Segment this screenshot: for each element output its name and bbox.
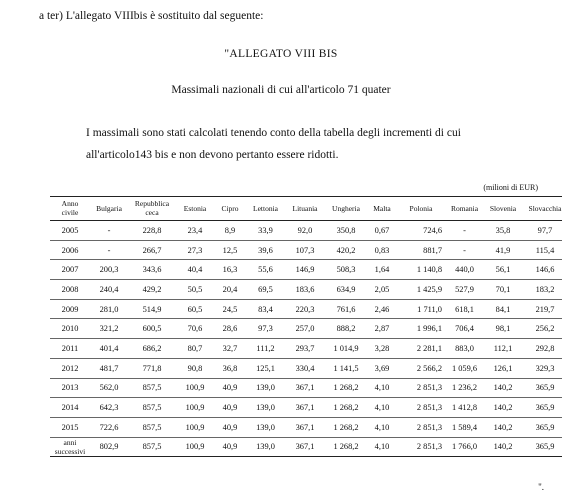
table-row: [50, 398, 562, 418]
cell-cz: 429,2: [142, 284, 162, 294]
cell-sk: 183,2: [535, 284, 555, 294]
header-year: [50, 197, 90, 221]
cell-mt: 0,83: [374, 245, 390, 255]
cell-sk: 365,9: [535, 442, 555, 452]
cell-year: 2010: [61, 324, 79, 334]
cell-hu: 508,3: [336, 265, 356, 275]
paragraph-line-1: I massimali sono stati calcolati tenendo conto della tabella degli incrementi di cui: [86, 127, 461, 139]
cell-mt: 4,10: [374, 442, 390, 452]
cell-lt: 107,3: [295, 245, 315, 255]
cell-lv: 139,0: [256, 403, 275, 413]
cell-hu: 634,9: [336, 284, 356, 294]
cell-lv: 139,0: [256, 422, 275, 432]
cell-ee: 90,8: [187, 363, 203, 373]
table-row: [50, 378, 562, 398]
cell-ro: 1 059,6: [451, 363, 478, 373]
cell-lv: 55,6: [258, 265, 273, 275]
table-row: [50, 280, 562, 300]
cell-year: 2011: [61, 343, 79, 353]
cell-cz: 514,9: [142, 304, 162, 314]
cell-si: 140,2: [493, 422, 513, 432]
cell-cy: 20,4: [222, 284, 238, 294]
closing-mark: ".: [538, 482, 544, 492]
cell-year: 2012: [61, 363, 79, 373]
cell-cy: 8,9: [224, 225, 236, 235]
cell-cz: 857,5: [142, 442, 162, 452]
annex-subtitle: Massimali nazionali di cui all'articolo 71 quater: [171, 84, 391, 96]
cell-lt: 330,4: [295, 363, 315, 373]
table-row: [50, 240, 562, 260]
cell-si: 70,1: [495, 284, 511, 294]
cell-year-year-line2: successivi: [54, 446, 86, 456]
cell-ro: 1 589,4: [451, 422, 478, 432]
cell-ee: 60,5: [187, 304, 203, 314]
cell-lv: 97,3: [258, 324, 273, 334]
cell-bg: 722,6: [99, 422, 119, 432]
cell-sk: 292,8: [535, 343, 555, 353]
cell-year: 2006: [61, 245, 79, 255]
cell-sk: 365,9: [535, 383, 555, 393]
cell-year: 2009: [61, 304, 79, 314]
cell-bg: 642,3: [99, 403, 119, 413]
cell-cy: 40,9: [222, 442, 238, 452]
cell-ro: 1 766,0: [451, 442, 478, 452]
cell-sk: 365,9: [535, 403, 555, 413]
cell-hu: 1 141,5: [333, 363, 359, 373]
cell-pl: 2 281,1: [416, 343, 442, 353]
cell-pl: 2 851,3: [416, 422, 442, 432]
table-row: [50, 417, 562, 437]
header-malta: Malta: [373, 203, 391, 213]
cell-hu: 350,8: [336, 225, 356, 235]
cell-sk: 365,9: [535, 422, 555, 432]
cell-pl: 2 566,2: [416, 363, 442, 373]
table-header-row: [50, 197, 562, 221]
cell-lv: 33,9: [258, 225, 273, 235]
cell-si: 112,1: [493, 343, 513, 353]
table-body: [50, 221, 562, 457]
cell-year: [50, 437, 90, 457]
cell-si: 140,2: [493, 383, 513, 393]
cell-ee: 100,9: [185, 422, 205, 432]
table-row: [50, 319, 562, 339]
national-ceilings-table: [50, 196, 562, 457]
cell-mt: 0,67: [374, 225, 390, 235]
cell-bg: 321,2: [99, 324, 119, 334]
header-hungary: Ungheria: [332, 203, 360, 213]
cell-hu: 1 268,2: [333, 403, 359, 413]
header-estonia: Estonia: [183, 203, 207, 213]
ceilings-table-container: [50, 196, 562, 457]
cell-cy: 40,9: [222, 383, 238, 393]
cell-si: 84,1: [495, 304, 511, 314]
cell-year: 2014: [61, 403, 79, 413]
cell-lt: 146,9: [295, 265, 315, 275]
cell-pl: 2 851,3: [416, 442, 442, 452]
cell-ee: 23,4: [187, 225, 203, 235]
cell-lt: 367,1: [295, 383, 315, 393]
cell-cy: 40,9: [222, 403, 238, 413]
cell-sk: 329,3: [535, 363, 555, 373]
cell-year-year-line1: anni: [63, 437, 77, 447]
header-czech-line-1: Repubblica: [134, 199, 170, 208]
header-slovenia: Slovenia: [489, 203, 517, 213]
cell-ro: 883,0: [455, 343, 474, 353]
cell-pl: 1 996,1: [416, 324, 442, 334]
header-lithuania: Lituania: [292, 203, 318, 213]
cell-lt: 220,3: [295, 304, 315, 314]
table-row: [50, 339, 562, 359]
header-year-line-2: civile: [61, 208, 79, 217]
cell-bg: 240,4: [99, 284, 119, 294]
cell-pl: 1 140,8: [416, 265, 442, 275]
cell-ee: 70,6: [187, 324, 203, 334]
cell-si: 140,2: [493, 442, 513, 452]
header-poland: Polonia: [409, 203, 433, 213]
cell-mt: 3,28: [374, 343, 390, 353]
header-czech-republic: [128, 197, 176, 221]
annex-title: "ALLEGATO VIII BIS: [224, 48, 338, 60]
cell-pl: 1 425,9: [416, 284, 442, 294]
cell-hu: 1 268,2: [333, 442, 359, 452]
paragraph-line-2: all'articolo143 bis e non devono pertanto essere ridotti.: [86, 149, 339, 161]
cell-year: 2008: [61, 284, 79, 294]
cell-lv: 139,0: [256, 442, 275, 452]
cell-ro: 618,1: [455, 304, 474, 314]
cell-mt: 2,46: [374, 304, 390, 314]
cell-mt: 3,69: [374, 363, 390, 373]
cell-si: 98,1: [495, 324, 511, 334]
cell-pl: 2 851,3: [416, 403, 442, 413]
cell-cy: 24,5: [222, 304, 238, 314]
cell-mt: 4,10: [374, 422, 390, 432]
cell-lt: 293,7: [295, 343, 315, 353]
header-czech-line-2: ceca: [145, 208, 159, 217]
cell-ee: 50,5: [187, 284, 203, 294]
cell-lt: 367,1: [295, 403, 315, 413]
cell-lt: 92,0: [297, 225, 313, 235]
cell-lt: 367,1: [295, 442, 315, 452]
cell-sk: 219,7: [535, 304, 555, 314]
cell-ee: 100,9: [185, 383, 205, 393]
cell-ro: -: [463, 245, 466, 255]
unit-note: (milioni di EUR): [483, 183, 538, 192]
cell-lv: 111,2: [256, 343, 275, 353]
cell-year: 2013: [61, 383, 79, 393]
cell-ro: -: [463, 225, 466, 235]
cell-si: 126,1: [493, 363, 513, 373]
cell-bg: -: [107, 245, 111, 255]
cell-ro: 706,4: [455, 324, 474, 334]
cell-sk: 256,2: [535, 324, 555, 334]
cell-cy: 36,8: [222, 363, 238, 373]
cell-cy: 28,6: [222, 324, 238, 334]
cell-cy: 12,5: [222, 245, 238, 255]
header-year-line-1: Anno: [61, 199, 79, 208]
cell-ee: 40,4: [187, 265, 203, 275]
cell-hu: 420,2: [336, 245, 356, 255]
cell-hu: 1 268,2: [333, 422, 359, 432]
header-cyprus: Cipro: [221, 203, 239, 213]
cell-year: 2005: [61, 225, 79, 235]
cell-sk: 146,6: [535, 265, 555, 275]
cell-year: 2015: [61, 422, 79, 432]
cell-pl: 724,6: [423, 225, 442, 235]
table-row: [50, 358, 562, 378]
cell-ee: 27,3: [187, 245, 203, 255]
intro-line: a ter) L'allegato VIIIbis è sostituito dal seguente:: [39, 10, 264, 22]
cell-ro: 440,0: [455, 265, 474, 275]
cell-bg: 562,0: [99, 383, 119, 393]
cell-bg: 802,9: [99, 442, 119, 452]
explanatory-paragraph: [86, 122, 526, 166]
cell-bg: -: [107, 225, 111, 235]
cell-cz: 228,8: [142, 225, 162, 235]
table-row: [50, 221, 562, 241]
cell-sk: 97,7: [537, 225, 553, 235]
cell-hu: 1 014,9: [333, 343, 359, 353]
cell-cz: 686,2: [142, 343, 162, 353]
cell-sk: 115,4: [535, 245, 555, 255]
header-bulgaria: Bulgaria: [96, 203, 122, 213]
cell-hu: 1 268,2: [333, 383, 359, 393]
cell-bg: 200,3: [99, 265, 119, 275]
cell-mt: 2,05: [374, 284, 390, 294]
table-row: [50, 299, 562, 319]
cell-ro: 527,9: [455, 284, 474, 294]
cell-si: 140,2: [493, 403, 513, 413]
cell-cz: 857,5: [142, 383, 162, 393]
cell-si: 35,8: [495, 225, 511, 235]
cell-mt: 2,87: [374, 324, 390, 334]
cell-lt: 367,1: [295, 422, 315, 432]
cell-lv: 39,6: [258, 245, 273, 255]
header-romania: Romania: [450, 203, 479, 213]
cell-bg: 401,4: [99, 343, 119, 353]
cell-bg: 281,0: [99, 304, 119, 314]
table-row: [50, 260, 562, 280]
cell-cz: 857,5: [142, 422, 162, 432]
cell-lt: 183,6: [295, 284, 315, 294]
cell-pl: 881,7: [423, 245, 442, 255]
cell-ee: 80,7: [187, 343, 203, 353]
cell-cz: 771,8: [142, 363, 162, 373]
cell-mt: 4,10: [374, 383, 390, 393]
cell-ro: 1 236,2: [451, 383, 478, 393]
cell-bg: 481,7: [99, 363, 119, 373]
cell-hu: 761,6: [336, 304, 356, 314]
cell-ro: 1 412,8: [451, 403, 478, 413]
cell-cz: 857,5: [142, 403, 162, 413]
cell-si: 41,9: [495, 245, 511, 255]
header-latvia: Lettonia: [253, 203, 278, 213]
table-row: [50, 437, 562, 457]
cell-lv: 83,4: [258, 304, 273, 314]
cell-pl: 2 851,3: [416, 383, 442, 393]
cell-lt: 257,0: [295, 324, 315, 334]
cell-cy: 32,7: [222, 343, 238, 353]
cell-lv: 125,1: [256, 363, 275, 373]
cell-cy: 16,3: [222, 265, 238, 275]
cell-ee: 100,9: [185, 442, 205, 452]
cell-cy: 40,9: [222, 422, 238, 432]
cell-year: 2007: [61, 265, 79, 275]
cell-hu: 888,2: [336, 324, 356, 334]
cell-lv: 139,0: [256, 383, 275, 393]
cell-cz: 343,6: [142, 265, 162, 275]
cell-pl: 1 711,0: [417, 304, 442, 314]
cell-cz: 266,7: [142, 245, 162, 255]
cell-cz: 600,5: [142, 324, 162, 334]
cell-mt: 4,10: [374, 403, 390, 413]
cell-ee: 100,9: [185, 403, 205, 413]
cell-mt: 1,64: [374, 265, 390, 275]
cell-si: 56,1: [495, 265, 511, 275]
cell-lv: 69,5: [258, 284, 273, 294]
header-slovakia: Slovacchia: [528, 203, 562, 213]
